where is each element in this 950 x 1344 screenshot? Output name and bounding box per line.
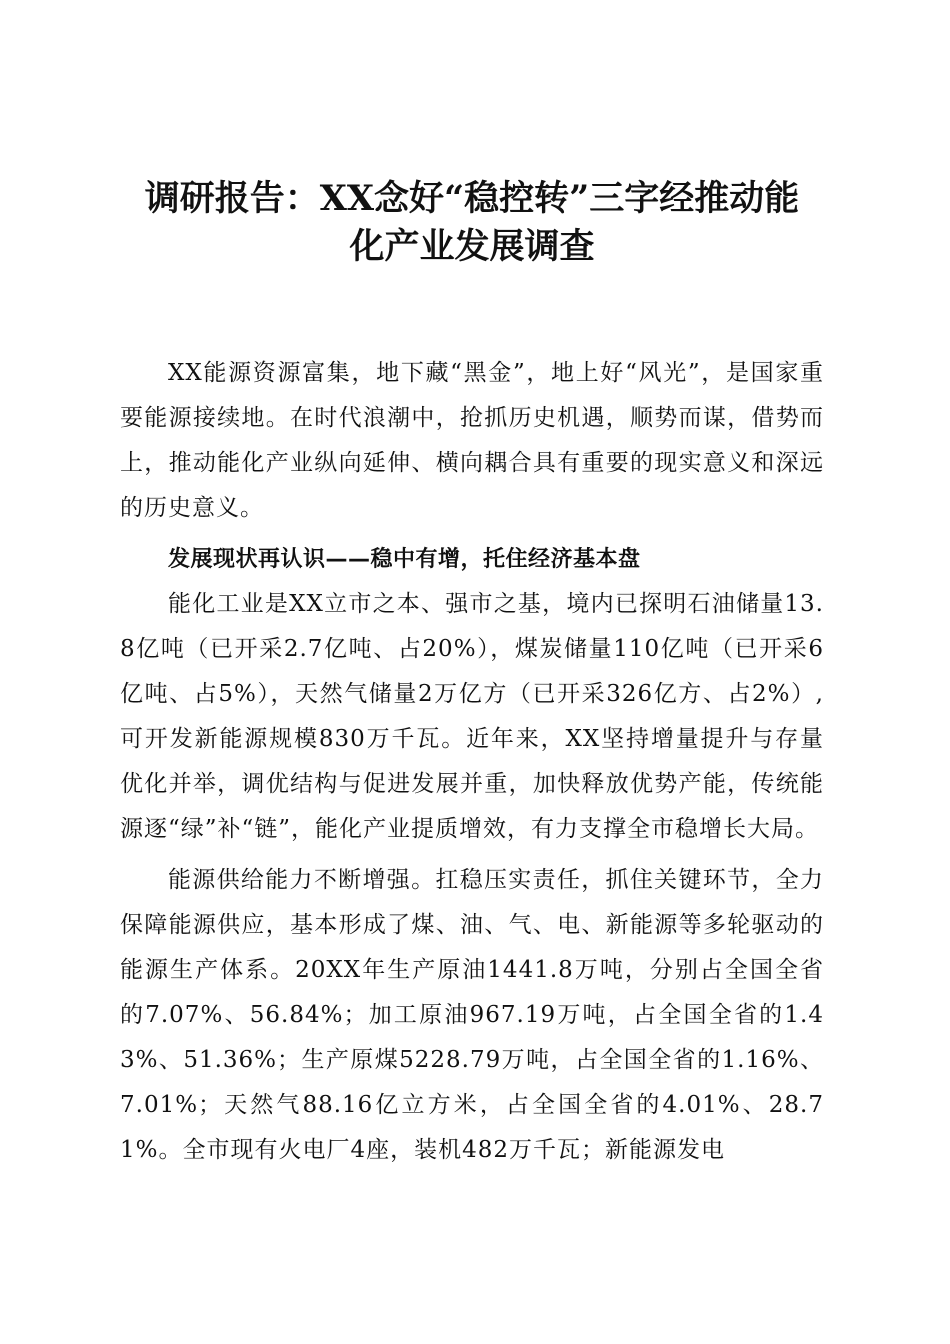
document-title bbox=[120, 175, 824, 271]
body-paragraph-supply: 能源供给能力不断增强。扛稳压实责任，抓住关键环节，全力保障能源供应，基本形成了煤、油、气、电、新能源等多轮驱动的能源生产体系。20XX年生产原油1441.8万吨，分别占全国全省的7.07%、56.84%；加工原油967.19万吨，占全国全省的1.43%、51.36%；生产原煤5228.79万吨，占全国全省的1.16%、7.01%；天然气88.16亿立方米，占全国全省的4.01%、28.71%。全市现有火电厂4座，装机482万千瓦；新能源发电 bbox=[120, 867, 824, 1163]
document-body bbox=[120, 351, 824, 1173]
document-page bbox=[120, 175, 824, 1173]
body-paragraph-status: 能化工业是XX立市之本、强市之基，境内已探明石油储量13.8亿吨（已开采2.7亿吨、占20%），煤炭储量110亿吨（已开采6亿吨、占5%），天然气储量2万亿方（已开采326亿方、占2%）,可开发新能源规模830万千瓦。近年来，XX坚持增量提升与存量优化并举，调优结构与促进发展并重，加快释放优势产能，传统能源逐“绿”补“链”，能化产业提质增效，有力支撑全市稳增长大局。 bbox=[120, 591, 824, 842]
title-line-2: 化产业发展调查 bbox=[349, 226, 595, 267]
intro-paragraph: XX能源资源富集，地下藏“黑金”，地上好“风光”，是国家重要能源接续地。在时代浪潮中，抢抓历史机遇，顺势而谋，借势而上，推动能化产业纵向延伸、横向耦合具有重要的现实意义和深远的历史意义。 bbox=[120, 360, 824, 521]
section-heading: 发展现状再认识——稳中有增，托住经济基本盘 bbox=[168, 547, 641, 572]
title-line-1: 调研报告：XX念好“稳控转”三字经推动能 bbox=[144, 178, 800, 219]
